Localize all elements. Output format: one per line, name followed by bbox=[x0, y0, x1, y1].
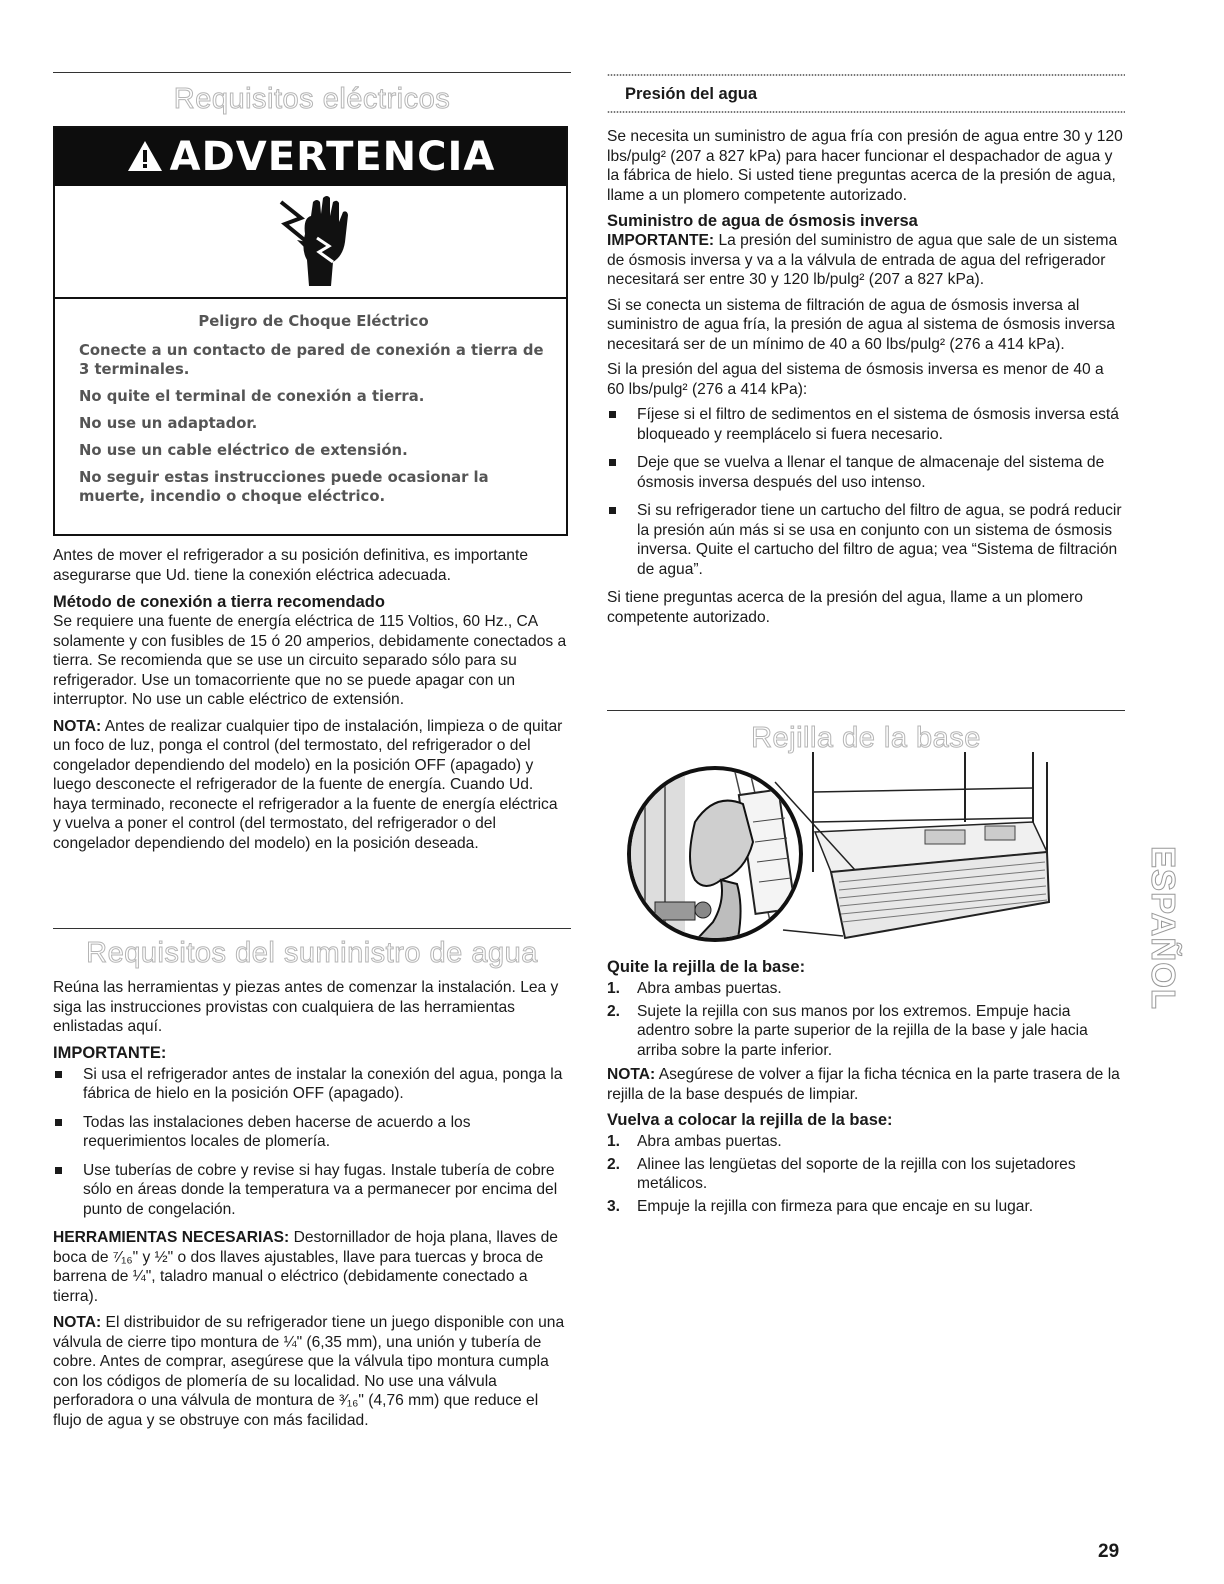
bullet-icon bbox=[55, 1167, 62, 1174]
nota-water bbox=[53, 1313, 568, 1430]
remove-steps bbox=[607, 979, 1125, 1060]
list-item bbox=[607, 405, 1125, 444]
nota-label: NOTA: bbox=[607, 1066, 656, 1083]
ro-heading: Suministro de agua de ósmosis inversa bbox=[607, 212, 918, 230]
bullet-icon bbox=[609, 459, 616, 466]
tools-label: HERRAMIENTAS NECESARIAS: bbox=[53, 1229, 290, 1246]
step-item bbox=[607, 1197, 1125, 1217]
step-item bbox=[607, 1132, 1125, 1152]
importante-label: IMPORTANTE: bbox=[607, 232, 715, 249]
nota-text: Antes de realizar cualquier tipo de instalación, limpieza o de quitar un foco de luz, ponga el control (del termostato, del refrigerador o del congelador dependiendo del modelo) en la posición OFF (apagado) y luego desconecte el refrigerador de la fuente de energía. Cuando Ud. haya terminado, reconecte el refrigerador a la fuente de energía eléctrica y vuelva a poner el control (del termostato, del refrigerador o del congelador dependiendo del modelo) en la posición deseada. bbox=[53, 717, 563, 852]
tools-text: Destornillador de hoja plana, llaves de boca de ⁷⁄₁₆" y ½" o dos llaves ajustables, llave para tuercas y broca de barrena de ¼", taladro manual o eléctrico (debidamente conectado a tierra). bbox=[53, 1229, 558, 1305]
warning-separator bbox=[55, 297, 566, 299]
ro-importante bbox=[607, 231, 1125, 290]
ro-paragraph-4: Si tiene preguntas acerca de la presión del agua, llame a un plomero competente autorizado. bbox=[607, 589, 1083, 626]
nota-text: El distribuidor de su refrigerador tiene un juego disponible con una válvula de cierre tipo montura de ¼" (6,35 mm), una unión y tubería de cobre. Antes de comprar, asegúrese que la válvula tipo montura cumpla con los códigos de plomería de su localidad. No use una válvula perforadora o una válvula de montura de ³⁄₁₆" (4,76 mm) que reduce el flujo de agua y se obstruye con más facilidad. bbox=[53, 1314, 565, 1429]
step-item bbox=[607, 1155, 1125, 1194]
bullet-icon bbox=[55, 1119, 62, 1126]
nota-label: NOTA: bbox=[53, 1314, 102, 1331]
list-item-text: Si usa el refrigerador antes de instalar la conexión del agua, ponga la fábrica de hielo en la posición OFF (apagado). bbox=[83, 1065, 563, 1102]
warning-title: Peligro de Choque Eléctrico bbox=[198, 313, 429, 330]
warning-line: No quite el terminal de conexión a tierra. bbox=[79, 388, 425, 405]
step-number: 2. bbox=[607, 1002, 621, 1020]
importante-heading: IMPORTANTE: bbox=[53, 1043, 167, 1062]
list-item bbox=[607, 453, 1125, 492]
list-item-text: Si su refrigerador tiene un cartucho del filtro de agua, se podrá reducir la presión aún más si se usa en conjunto con un sistema de ósmosis inversa. Quite el cartucho del filtro de agua; vea “Sistema de filtración de agua”. bbox=[637, 502, 1122, 578]
step-text: Sujete la rejilla con sus manos por los extremos. Empuje hacia adentro sobre la parte superior de la rejilla de la base y jale hacia arriba sobre la parte inferior. bbox=[637, 1002, 1088, 1059]
bullet-icon bbox=[55, 1071, 62, 1078]
list-item bbox=[53, 1161, 568, 1220]
electrical-intro: Antes de mover el refrigerador a su posición definitiva, es importante asegurarse que Ud. tiene la conexión eléctrica adecuada. bbox=[53, 547, 528, 584]
list-item bbox=[607, 501, 1125, 579]
ro-paragraph-3: Si la presión del agua del sistema de ósmosis inversa es menor de 40 a 60 lbs/pulg² (276 a 414 kPa): bbox=[607, 361, 1104, 398]
warning-line: Conecte a un contacto de pared de conexión a tierra de 3 terminales. bbox=[79, 342, 544, 378]
rule-water-section bbox=[53, 928, 571, 929]
list-item-text: Use tuberías de cobre y revise si hay fugas. Instale tubería de cobre sólo en áreas donde la temperatura va a permanecer por encima del punto de congelación. bbox=[83, 1161, 558, 1218]
step-number: 1. bbox=[607, 980, 621, 997]
nota-label: NOTA: bbox=[53, 717, 102, 735]
warning-triangle-icon bbox=[126, 131, 164, 189]
list-item-text: Todas las instalaciones deben hacerse de acuerdo a los requerimientos locales de plomería. bbox=[83, 1113, 471, 1150]
warning-line: No seguir estas instrucciones puede ocasionar la muerte, incendio o choque eléctrico. bbox=[79, 469, 489, 505]
warning-body bbox=[79, 312, 548, 514]
ro-paragraph-2: Si se conecta un sistema de filtración de agua de ósmosis inversa al suministro de agua fría, la presión de agua al sistema de ósmosis inversa necesitará ser de un mínimo de 40 a 60 lbs/pulg² (276 a 414 kPa). bbox=[607, 296, 1115, 353]
side-tab-text: ESPAÑOL bbox=[1145, 845, 1183, 1010]
warning-box bbox=[53, 126, 568, 536]
base-grille-illustration bbox=[625, 752, 1065, 952]
rule-grille-section bbox=[607, 710, 1125, 711]
electric-shock-hand-icon bbox=[267, 194, 353, 290]
bullet-icon bbox=[609, 411, 616, 418]
ro-list bbox=[607, 405, 1125, 579]
warning-header bbox=[55, 128, 566, 186]
step-text: Empuje la rejilla con firmeza para que encaje en su lugar. bbox=[637, 1197, 1034, 1215]
step-text: Alinee las lengüetas del soporte de la rejilla con los sujetadores metálicos. bbox=[637, 1155, 1076, 1192]
grounding-heading: Método de conexión a tierra recomendado bbox=[53, 593, 385, 611]
replace-grille-heading: Vuelva a colocar la rejilla de la base: bbox=[607, 1111, 893, 1129]
section-title-water: Requisitos del suministro de agua bbox=[86, 937, 538, 969]
list-item bbox=[53, 1113, 568, 1152]
replace-steps bbox=[607, 1132, 1125, 1216]
section-title-electrical: Requisitos eléctricos bbox=[173, 83, 451, 115]
warning-line: No use un cable eléctrico de extensión. bbox=[79, 442, 408, 459]
section-title-grille: Rejilla de la base bbox=[751, 722, 981, 754]
page-number: 29 bbox=[1098, 1541, 1120, 1562]
language-side-tab bbox=[1145, 800, 1183, 1055]
list-item-text: Fíjese si el filtro de sedimentos en el sistema de ósmosis inversa está bloqueado y reemplácelo si fuera necesario. bbox=[637, 406, 1119, 443]
pressure-heading: Presión del agua bbox=[625, 85, 758, 103]
importante-list bbox=[53, 1065, 568, 1220]
step-number: 3. bbox=[607, 1197, 621, 1215]
nota-electrical bbox=[53, 717, 568, 854]
warning-header-text: ADVERTENCIA bbox=[169, 134, 496, 180]
nota-grille bbox=[607, 1065, 1125, 1104]
warning-line: No use un adaptador. bbox=[79, 415, 258, 432]
importante-text: La presión del suministro de agua que sale de un sistema de ósmosis inversa y va a la válvula de entrada de agua del refrigerador necesitará ser entre 30 y 120 lb/pulg² (207 a 827 kPa). bbox=[607, 232, 1118, 288]
dotted-rule-bottom bbox=[607, 110, 1125, 114]
step-number: 1. bbox=[607, 1133, 621, 1150]
step-number: 2. bbox=[607, 1155, 621, 1173]
tools-paragraph bbox=[53, 1228, 568, 1306]
step-text: Abra ambas puertas. bbox=[637, 980, 782, 997]
step-text: Abra ambas puertas. bbox=[637, 1133, 782, 1150]
pressure-text: Se necesita un suministro de agua fría con presión de agua entre 30 y 120 lbs/pulg² (207 a 827 kPa) para hacer funcionar el despachador de agua y la fábrica de hielo. Si usted tiene preguntas acerca de la presión de agua, llame a un plomero competente autorizado. bbox=[607, 128, 1123, 204]
grounding-text: Se requiere una fuente de energía eléctrica de 115 Voltios, 60 Hz., CA solamente y con fusibles de 15 ó 20 amperios, debidamente conectados a tierra. Se recomienda que se use un circuito separado sólo para su refrigerador. Use un tomacorriente que no se puede apagar con un interruptor. No use un cable eléctrico de extensión. bbox=[53, 613, 567, 708]
step-item bbox=[607, 979, 1125, 999]
top-rule-left bbox=[53, 72, 571, 73]
bullet-icon bbox=[609, 507, 616, 514]
list-item-text: Deje que se vuelva a llenar el tanque de almacenaje del sistema de ósmosis inversa después del uso intenso. bbox=[637, 454, 1105, 491]
remove-grille-heading: Quite la rejilla de la base: bbox=[607, 958, 806, 976]
step-item bbox=[607, 1002, 1125, 1061]
dotted-rule-top bbox=[607, 73, 1125, 77]
water-intro: Reúna las herramientas y piezas antes de comenzar la instalación. Lea y siga las instrucciones provistas con cualquiera de las herramientas enlistadas aquí. bbox=[53, 979, 559, 1035]
list-item bbox=[53, 1065, 568, 1104]
nota-text: Asegúrese de volver a fijar la ficha técnica en la parte trasera de la rejilla de la base después de limpiar. bbox=[607, 1066, 1120, 1103]
